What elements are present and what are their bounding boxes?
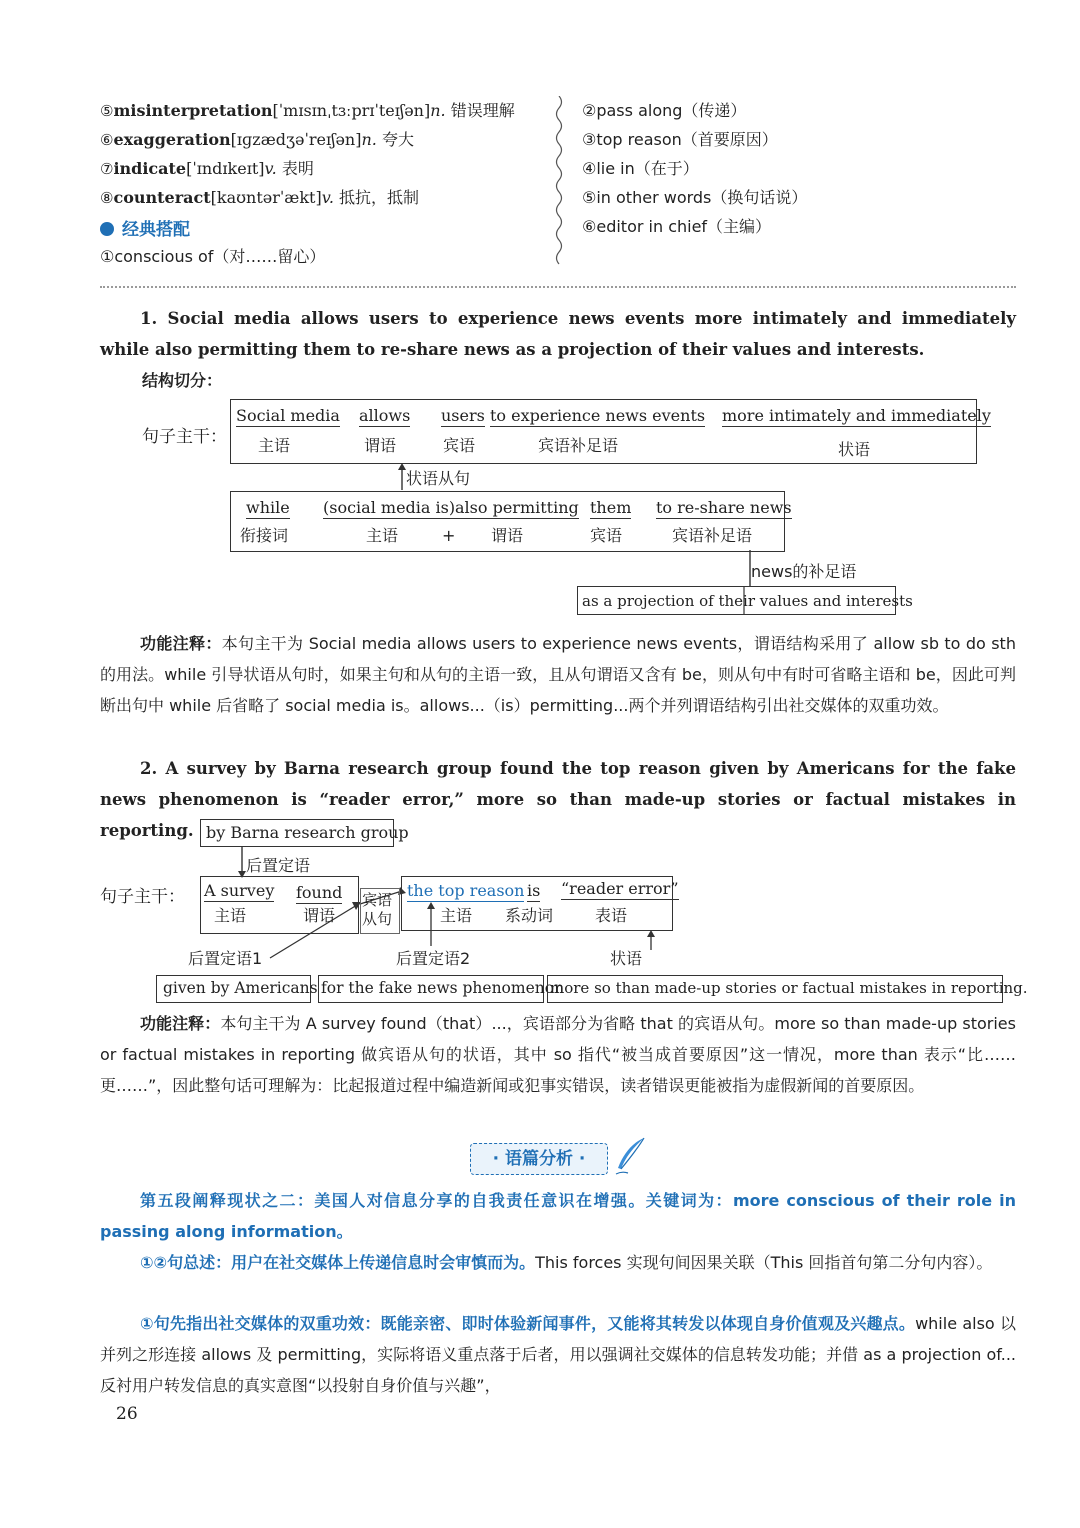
- role-label: 宾语补足语: [672, 526, 753, 545]
- object-clause-label: 宾语从句: [362, 891, 393, 928]
- vocab-item-indicate: ⑦indicate[ˈɪndɪkeɪt]v. 表明: [100, 159, 314, 178]
- post-attribute-label: 后置定语: [246, 856, 311, 875]
- constituent-predicate: allows: [359, 406, 411, 425]
- constituent-adverbial: more intimately and immediately: [722, 406, 991, 425]
- role-label: 谓语: [491, 526, 524, 545]
- constituent-linking-verb: is: [527, 881, 541, 900]
- plus-sign: +: [442, 526, 456, 545]
- note-label: 功能注释：: [140, 634, 222, 653]
- role-label: 衔接词: [240, 526, 289, 545]
- news-complement-label: news的补足语: [751, 562, 857, 581]
- collocation-item: ⑥editor in chief（主编）: [582, 217, 772, 236]
- constituent-subject: the top reason: [407, 881, 525, 900]
- constituent-object: users: [441, 406, 485, 425]
- sentence-1: 1. Social media allows users to experience news events more intimately and immediately while also permitting them to re-share news as a projection of their values and interests.: [100, 309, 1016, 359]
- role-label: 宾语: [590, 526, 623, 545]
- role-label: 谓语: [364, 436, 397, 455]
- collocation-item: ②pass along（传递）: [582, 101, 747, 120]
- role-label: 系动词: [505, 906, 554, 925]
- more-so-phrase: more so than made-up stories or factual mistakes in reporting.: [550, 979, 1028, 997]
- given-by-phrase: given by Americans: [163, 979, 318, 997]
- adverbial-label: 状语: [610, 949, 643, 968]
- discourse-paragraph-2: ①②句总述：用户在社交媒体上传递信息时会审慎而为。This forces 实现句间因果关联（This 回指首句第二分句内容）。: [140, 1253, 993, 1272]
- sentence-2: 2. A survey by Barna research group found the top reason given by Americans for the fake news phenomenon is “reader error,” more so than made-up stories or factual mistakes in reporting.: [100, 759, 1016, 840]
- post-attribute-2-label: 后置定语2: [396, 949, 471, 968]
- vocab-item-counteract: ⑧counteract[kaʊntərˈækt]v. 抵抗，抵制: [100, 188, 420, 207]
- post-attribute-1-label: 后置定语1: [188, 949, 263, 968]
- note-text: 本句主干为 A survey found（that）...，宾语部分为省略 that 的宾语从句。more so than made-up stories or factual mistakes in reporting 做宾语从句的状语，其中 so 指代“被当成首要原因”这一情况，more than 表示“比……更……”，因此整句话可理解为：比起报道过程中编造新闻或犯事实错误，读者错误更能被指为虚假新闻的首要原因。: [100, 1014, 1016, 1095]
- collocation-heading: 经典搭配: [100, 215, 190, 240]
- discourse-banner: · 语篇分析 ·: [470, 1143, 608, 1175]
- role-label: 表语: [595, 906, 628, 925]
- note-label: 功能注释：: [140, 1014, 221, 1033]
- quill-pen-icon: [612, 1136, 648, 1178]
- page-number: 26: [116, 1404, 138, 1424]
- for-fake-phrase: for the fake news phenomenon: [321, 979, 565, 997]
- function-note-2: [100, 1008, 1016, 1101]
- note-text: 本句主干为 Social media allows users to experience news events，谓语结构采用了 allow sb to do sth 的用法。while 引导状语从句时，如果主句和从句的主语一致，且从句谓语又含有 be，则从句中有时可省略主语和 be，因此可判断出句中 while 后省略了 social media is。allows...（is）permitting...两个并列谓语结构引出社交媒体的双重功效。: [100, 634, 1016, 715]
- role-label: 主语: [258, 436, 291, 455]
- role-label: 宾语: [443, 436, 476, 455]
- constituent-subject: (social media is): [323, 498, 456, 517]
- vocab-item-exaggeration: ⑥exaggeration[ɪɡzædʒəˈreɪʃən]n. 夸大: [100, 130, 414, 149]
- constituent-subject: A survey: [204, 881, 275, 900]
- vocab-item-misinterpretation: ⑤misinterpretation[ˈmɪsɪnˌtɜːprɪˈteɪʃən]n. 错误理解: [100, 101, 515, 120]
- role-label: 谓语: [303, 906, 336, 925]
- main-clause-label: 句子主干：: [100, 887, 185, 907]
- role-label: 主语: [366, 526, 399, 545]
- constituent-predicate: found: [296, 883, 343, 902]
- constituent-object: them: [590, 498, 632, 517]
- structure-label: 结构切分：: [142, 371, 223, 390]
- role-label: 主语: [214, 906, 247, 925]
- constituent-predicative: “reader error”: [561, 879, 679, 898]
- constituent-object-complement: to re-share news: [656, 498, 792, 517]
- constituent-object-complement: to experience news events: [490, 406, 706, 425]
- collocation-item: ④lie in（在于）: [582, 159, 699, 178]
- discourse-paragraph-1: 第五段阐释现状之二：美国人对信息分享的自我责任意识在增强。关键词为：more conscious of their role in passing along information。: [100, 1191, 1016, 1241]
- collocation-item: ①conscious of（对……留心）: [100, 247, 326, 266]
- constituent-subject: Social media: [236, 406, 340, 425]
- role-label: 状语: [838, 440, 871, 459]
- collocation-item: ③top reason（首要原因）: [582, 130, 778, 149]
- adverbial-clause-label: 状语从句: [406, 469, 471, 488]
- by-barna-phrase: by Barna research group: [206, 823, 409, 842]
- role-label: 主语: [440, 906, 473, 925]
- main-clause-label: 句子主干：: [142, 427, 227, 447]
- collocation-item: ⑤in other words（换句话说）: [582, 188, 808, 207]
- projection-phrase: as a projection of their values and interests: [582, 592, 913, 610]
- role-label: 宾语补足语: [538, 436, 619, 455]
- constituent-predicate: also permitting: [455, 498, 579, 517]
- constituent-connector: while: [246, 498, 290, 517]
- discourse-paragraph-3: ①句先指出社交媒体的双重功效：既能亲密、即时体验新闻事件，又能将其转发以体现自身价值观及兴趣点。while also 以并列之形连接 allows 及 permitting，实际将语义重点落于后者，用以强调社交媒体的信息转发功能；并借 as a projection of...反衬用户转发信息的真实意图“以投射自身价值与兴趣”，: [100, 1314, 1016, 1395]
